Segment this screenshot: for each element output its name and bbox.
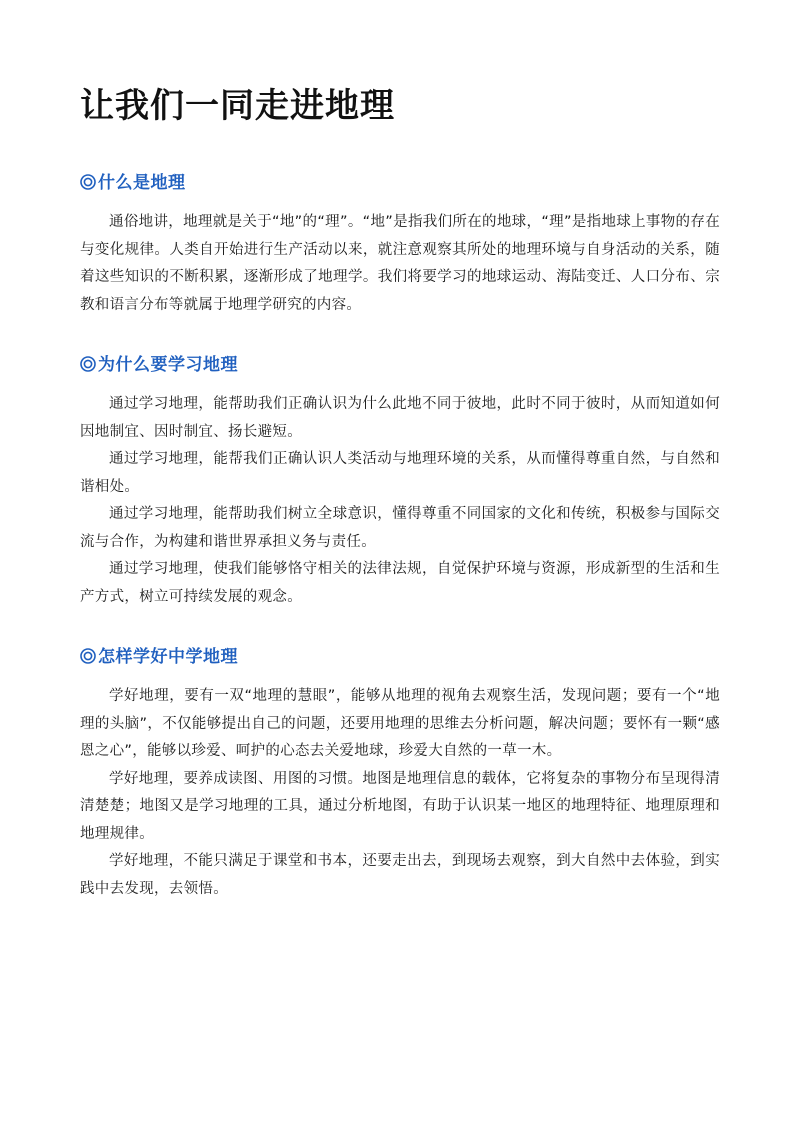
document-page xyxy=(80,0,720,903)
double-circle-bullet-icon xyxy=(80,174,96,190)
section-heading xyxy=(80,353,720,377)
section-heading xyxy=(80,171,720,195)
paragraph: 通俗地讲，地理就是关于“地”的“理”。“地”是指我们所在的地球，“理”是指地球上事物的存在与变化规律。人类自开始进行生产活动以来，就注意观察其所处的地理环境与自身活动的关系，随着这些知识的不断积累，逐渐形成了地理学。我们将要学习的地球运动、海陆变迁、人口分布、宗教和语言分布等就属于地理学研究的内容。 xyxy=(80,214,720,313)
paragraph: 通过学习地理，能帮助我们正确认识为什么此地不同于彼地，此时不同于彼时，从而知道如何因地制宜、因时制宜、扬长避短。 xyxy=(80,396,720,440)
section-what-is-geography xyxy=(80,171,720,319)
section-heading-text: 怎样学好中学地理 xyxy=(98,647,238,667)
paragraph: 学好地理，要有一双“地理的慧眼”，能够从地理的视角去观察生活，发现问题；要有一个“地理的头脑”，不仅能够提出自己的问题，还要用地理的思维去分析问题，解决问题；要怀有一颗“感恩之心”，能够以珍爱、呵护的心态去关爱地球，珍爱大自然的一草一木。 xyxy=(80,688,720,759)
paragraph: 通过学习地理，能帮我们正确认识人类活动与地理环境的关系，从而懂得尊重自然，与自然和谐相处。 xyxy=(80,451,720,495)
page-title: 让我们一同走进地理 xyxy=(80,86,395,126)
double-circle-bullet-icon xyxy=(80,356,96,372)
paragraph: 学好地理，不能只满足于课堂和书本，还要走出去，到现场去观察，到大自然中去体验，到实践中去发现，去领悟。 xyxy=(80,853,720,897)
paragraph: 通过学习地理，使我们能够恪守相关的法律法规，自觉保护环境与资源，形成新型的生活和生产方式，树立可持续发展的观念。 xyxy=(80,561,720,605)
section-heading-text: 为什么要学习地理 xyxy=(98,355,238,375)
section-how-to-learn-geography xyxy=(80,645,720,903)
paragraph: 通过学习地理，能帮助我们树立全球意识，懂得尊重不同国家的文化和传统，积极参与国际交流与合作，为构建和谐世界承担义务与责任。 xyxy=(80,506,720,550)
double-circle-bullet-icon xyxy=(80,648,96,664)
section-heading-text: 什么是地理 xyxy=(98,173,186,193)
paragraph: 学好地理，要养成读图、用图的习惯。地图是地理信息的载体，它将复杂的事物分布呈现得清清楚楚；地图又是学习地理的工具，通过分析地图，有助于认识某一地区的地理特征、地理原理和地理规律。 xyxy=(80,770,720,842)
section-why-learn-geography xyxy=(80,353,720,611)
section-heading xyxy=(80,645,720,669)
